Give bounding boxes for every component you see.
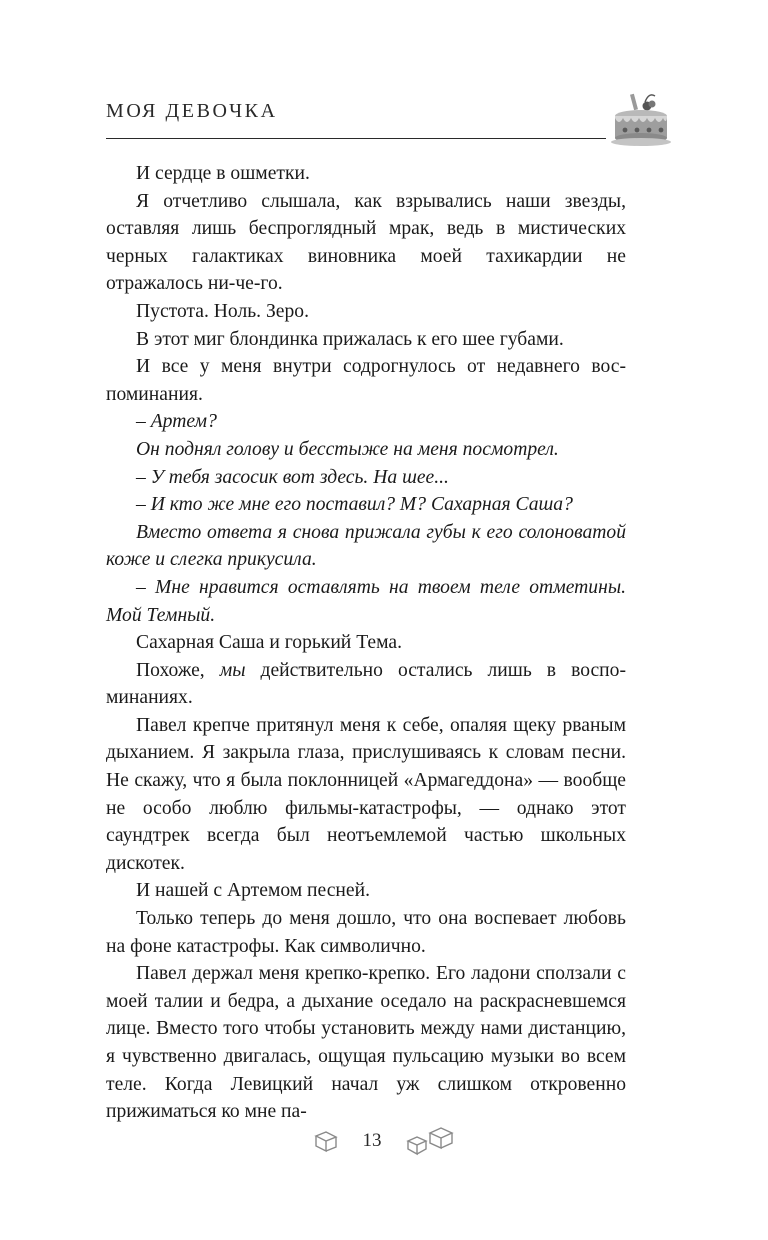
paragraph: Только теперь до меня дошло, что она воспевает любовь на фоне катастрофы. Как символично.: [106, 908, 626, 957]
paragraph: В этот миг блондинка прижалась к его шее губами.: [136, 328, 564, 350]
page-footer: [0, 1125, 768, 1157]
paragraph: И все у меня внутри содрогнулось от недавнего воспоминания.: [106, 356, 626, 405]
page-number: 13: [362, 1130, 382, 1151]
paragraph: Я отчетливо слышала, как взрывались наши звезды, оставляя лишь беспроглядный мрак, ведь в мистических черных галактиках виновника моей тахикардии не отражалось ни-че-го.: [106, 190, 626, 295]
paragraph: – И кто же мне его поставил? М? Сахарная Саша?: [136, 494, 573, 516]
paragraph: Он поднял голову и бесстыже на меня посмотрел.: [136, 438, 559, 460]
paragraph: – Артем?: [136, 411, 217, 433]
paragraph: Сахарная Саша и горький Тема.: [136, 632, 402, 654]
paragraph: – У тебя засосик вот здесь. На шее...: [136, 466, 449, 488]
paragraph: И сердце в ошметки.: [136, 163, 310, 184]
paragraph: – Мне нравится оставлять на твоем теле отметины. Мой Темный.: [106, 576, 626, 626]
running-head: МОЯ ДЕВОЧКА: [106, 100, 278, 122]
paragraph: Похоже, мы действительно остались лишь в воспоминаниях.: [106, 659, 626, 709]
sugar-cube-icon: [310, 1128, 340, 1154]
paragraph: Вместо ответа я снова прижала губы к его солоноватой коже и слегка прикусила.: [106, 521, 626, 571]
paragraph: Пустота. Ноль. Зеро.: [136, 300, 309, 322]
header-rule: [106, 138, 606, 139]
sugar-cubes-icon: [404, 1125, 458, 1157]
paragraph: Павел держал меня крепко-крепко. Его ладони сползали с моей талии и бедра, а дыхание оседало на раскрасневшемся лице. Вместо того чтобы установить между нами дистанцию, я чувственно двигалась, ощущая пульсацию музыки во всем теле. Когда Левицкий начал уж слишком откровенно прижиматься ко мне па-: [106, 963, 626, 1123]
cake-icon: [605, 84, 677, 156]
paragraph: И нашей с Артемом песней.: [136, 880, 370, 902]
body-text: [106, 160, 626, 1126]
paragraph: Павел крепче притянул меня к себе, опаляя щеку рваным дыханием. Я закрыла глаза, прислушиваясь к словам песни. Не скажу, что я была поклонницей «Армагеддона» — вообще не особо люблю фильмы-катастрофы, — однако этот саундтрек всегда был неотъемлемой частью школьных дискотек.: [106, 714, 626, 874]
